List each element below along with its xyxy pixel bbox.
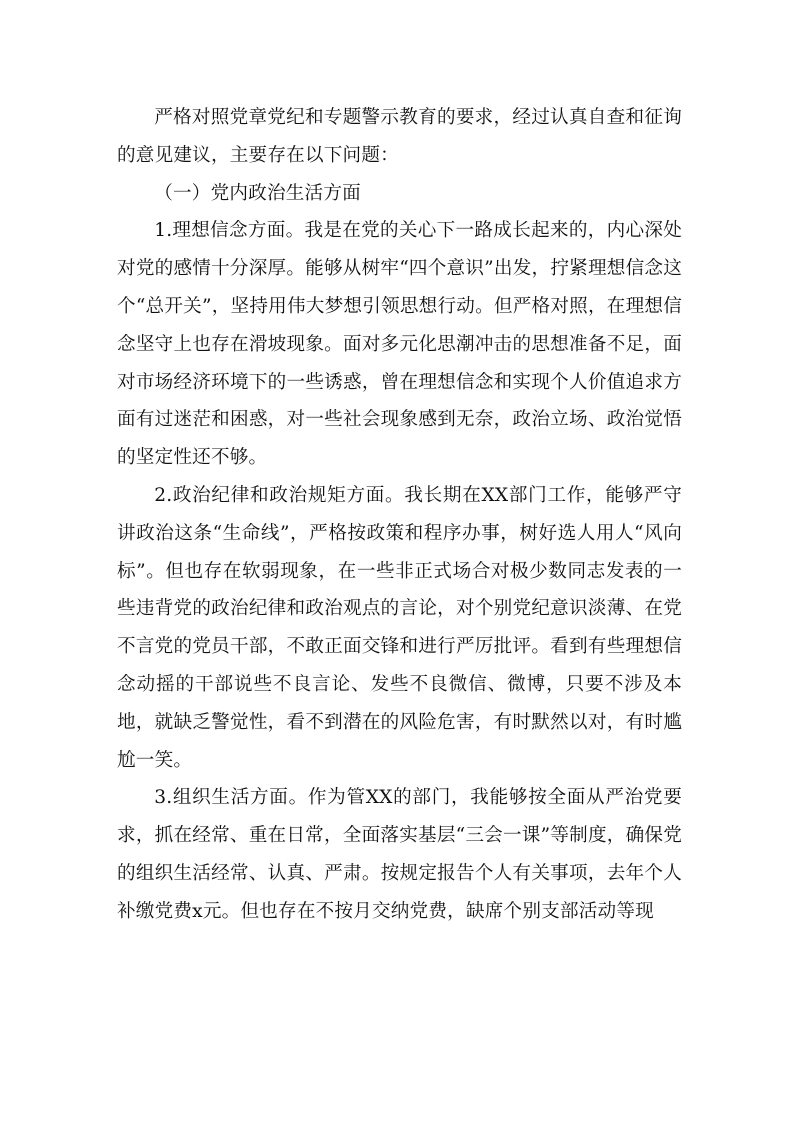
section-heading: （一）党内政治生活方面 <box>154 182 361 204</box>
document-body <box>117 99 682 931</box>
intro-paragraph: 严格对照党章党纪和专题警示教育的要求，经过认真自查和征询的意见建议，主要存在以下问题： <box>117 107 682 166</box>
paragraph-political-discipline: 2.政治纪律和政治规矩方面。我长期在XX部门工作，能够严守讲政治这条“生命线”，严格按政策和程序办事，树好选人用人“风向标”。但也存在软弱现象，在一些非正式场合对极少数同志发表的一些违背党的政治纪律和政治观点的言论，对个别党纪意识淡薄、在党不言党的党员干部，不敢正面交锋和进行严厉批评。看到有些理想信念动摇的干部说些不良言论、发些不良微信、微博，只要不涉及本地，就缺乏警觉性，看不到潜在的风险危害，有时默然以对，有时尴尬一笑。 <box>117 484 682 771</box>
paragraph-organizational-life: 3.组织生活方面。作为管XX的部门，我能够按全面从严治党要求，抓在经常、重在日常，全面落实基层“三会一课”等制度，确保党的组织生活经常、认真、严肃。按规定报告个人有关事项，去年个人补缴党费x元。但也存在不按月交纳党费，缺席个别支部活动等现 <box>117 787 682 922</box>
paragraph-ideals: 1.理想信念方面。我是在党的关心下一路成长起来的，内心深处对党的感情十分深厚。能够从树牢“四个意识”出发，拧紧理想信念这个“总开关”，坚持用伟大梦想引领思想行动。但严格对照，在理想信念坚守上也存在滑坡现象。面对多元化思潮冲击的思想准备不足，面对市场经济环境下的一些诱惑，曾在理想信念和实现个人价值追求方面有过迷茫和困惑，对一些社会现象感到无奈，政治立场、政治觉悟的坚定性还不够。 <box>117 220 682 469</box>
